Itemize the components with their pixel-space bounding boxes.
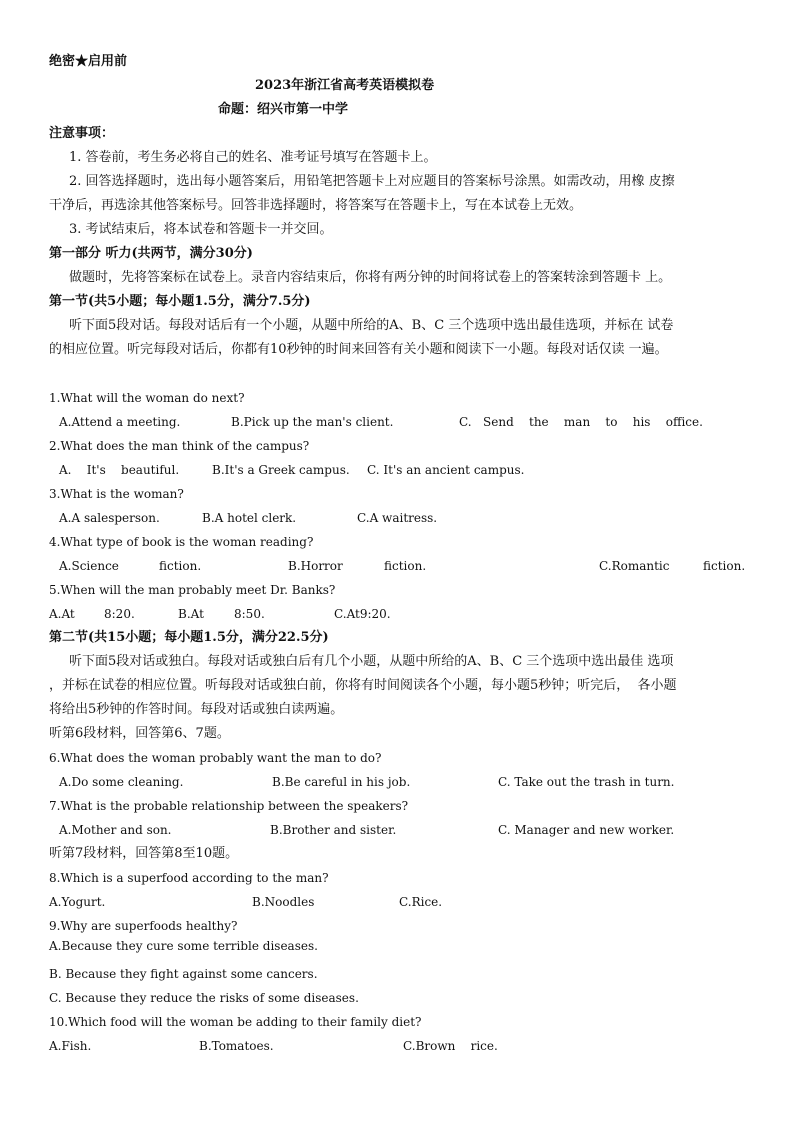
section2-intro-3: 将给出5秒钟的作答时间。每段对话或独白读两遍。 [49,702,344,717]
material-6-instruction: 听第6段材料，回答第6、7题。 [49,726,230,741]
question-7-option-b: B.Brother and sister. [270,823,397,837]
section1-heading: 第一节(共5小题；每小题1.5分，满分7.5分) [49,294,311,309]
question-6-stem: 6.What does the woman probably want the man to do? [49,751,382,765]
question-1-option-b: B.Pick up the man's client. [231,415,394,429]
question-4-stem: 4.What type of book is the woman reading? [49,535,314,549]
question-2-option-b: B.It's a Greek campus. [212,463,350,477]
section2-intro-2: ，并标在试卷的相应位置。听每段对话或独白前，你将有时间阅读各个小题，每小题5秒钟；听完后， 各小题 [49,678,677,693]
question-4-option-b-word: B.Horror [288,559,343,573]
question-8-stem: 8.Which is a superfood according to the man? [49,871,329,885]
question-3-option-b: B.A hotel clerk. [202,511,297,525]
question-10-option-a: A.Fish. [49,1039,92,1053]
section2-intro-1: 听下面5段对话或独白。每段对话或独白后有几个小题，从题中所给的A、B、C 三个选项中选出最佳 选项 [69,654,674,669]
question-7-option-a: A.Mother and son. [59,823,172,837]
question-4-option-c-word2: fiction. [703,559,746,573]
question-6-option-c: C. Take out the trash in turn. [498,775,675,789]
question-1-option-c: C. Send the man to his office. [459,415,703,429]
exam-title: 2023年浙江省高考英语模拟卷 [255,78,435,93]
question-10-stem: 10.Which food will the woman be adding to their family diet? [49,1015,422,1029]
question-8-option-a: A.Yogurt. [49,895,106,909]
question-8-option-b: B.Noodles [252,895,315,909]
question-6-option-b: B.Be careful in his job. [272,775,411,789]
question-3-option-c: C.A waitress. [357,511,438,525]
question-1-stem: 1.What will the woman do next? [49,391,245,405]
question-5-option-b-time: 8:50. [234,607,265,621]
part1-heading: 第一部分 听力(共两节，满分30分) [49,246,253,261]
note-item-2: 2. 回答选择题时，选出每小题答案后，用铅笔把答题卡上对应题目的答案标号涂黑。如需改动，用橡 皮擦 [69,174,675,189]
question-5-option-b-word: B.At [178,607,204,621]
note-item-3: 3. 考试结束后，将本试卷和答题卡一并交回。 [69,222,333,237]
section2-heading: 第二节(共15小题；每小题1.5分，满分22.5分) [49,630,329,645]
notes-heading: 注意事项： [49,126,115,141]
question-8-option-c: C.Rice. [399,895,443,909]
question-10-option-b: B.Tomatoes. [199,1039,274,1053]
question-9-option-a: A.Because they cure some terrible diseases. [49,939,318,953]
note-item-1: 1. 答卷前，考生务必将自己的姓名、准考证号填写在答题卡上。 [69,150,437,165]
question-1-option-a: A.Attend a meeting. [59,415,181,429]
question-10-option-c: C.Brown rice. [403,1039,498,1053]
question-2-stem: 2.What does the man think of the campus? [49,439,310,453]
confidential-mark: 绝密★启用前 [49,54,128,69]
note-item-2-cont: 干净后，再选涂其他答案标号。回答非选择题时，将答案写在答题卡上，写在本试卷上无效。 [49,198,583,213]
question-5-option-a-word: A.At [49,607,75,621]
question-7-stem: 7.What is the probable relationship between the speakers? [49,799,409,813]
question-9-stem: 9.Why are superfoods healthy? [49,919,238,933]
question-4-option-c-word: C.Romantic [599,559,670,573]
exam-author: 命题：绍兴市第一中学 [218,102,349,117]
question-4-option-b-word2: fiction. [384,559,427,573]
question-9-option-c: C. Because they reduce the risks of some diseases. [49,991,359,1005]
question-4-option-a-word: A.Science [59,559,119,573]
question-6-option-a: A.Do some cleaning. [59,775,184,789]
question-9-option-b: B. Because they fight against some cancers. [49,967,318,981]
section1-intro-1: 听下面5段对话。每段对话后有一个小题，从题中所给的A、B、C 三个选项中选出最佳选项，并标在 试卷 [69,318,674,333]
question-2-option-c: C. It's an ancient campus. [367,463,525,477]
question-3-option-a: A.A salesperson. [59,511,160,525]
material-7-instruction: 听第7段材料，回答第8至10题。 [49,846,239,861]
question-5-option-a-time: 8:20. [104,607,135,621]
question-7-option-c: C. Manager and new worker. [498,823,675,837]
question-2-option-a: A. It's beautiful. [59,463,180,477]
section1-intro-2: 的相应位置。听完每段对话后，你都有10秒钟的时间来回答有关小题和阅读下一小题。每段对话仅读 一遍。 [49,342,668,357]
part1-intro: 做题时，先将答案标在试卷上。录音内容结束后，你将有两分钟的时间将试卷上的答案转涂到答题卡 上。 [69,270,672,285]
question-5-option-c: C.At9:20. [334,607,391,621]
question-3-stem: 3.What is the woman? [49,487,184,501]
question-4-option-a-word2: fiction. [159,559,202,573]
question-5-stem: 5.When will the man probably meet Dr. Banks? [49,583,336,597]
